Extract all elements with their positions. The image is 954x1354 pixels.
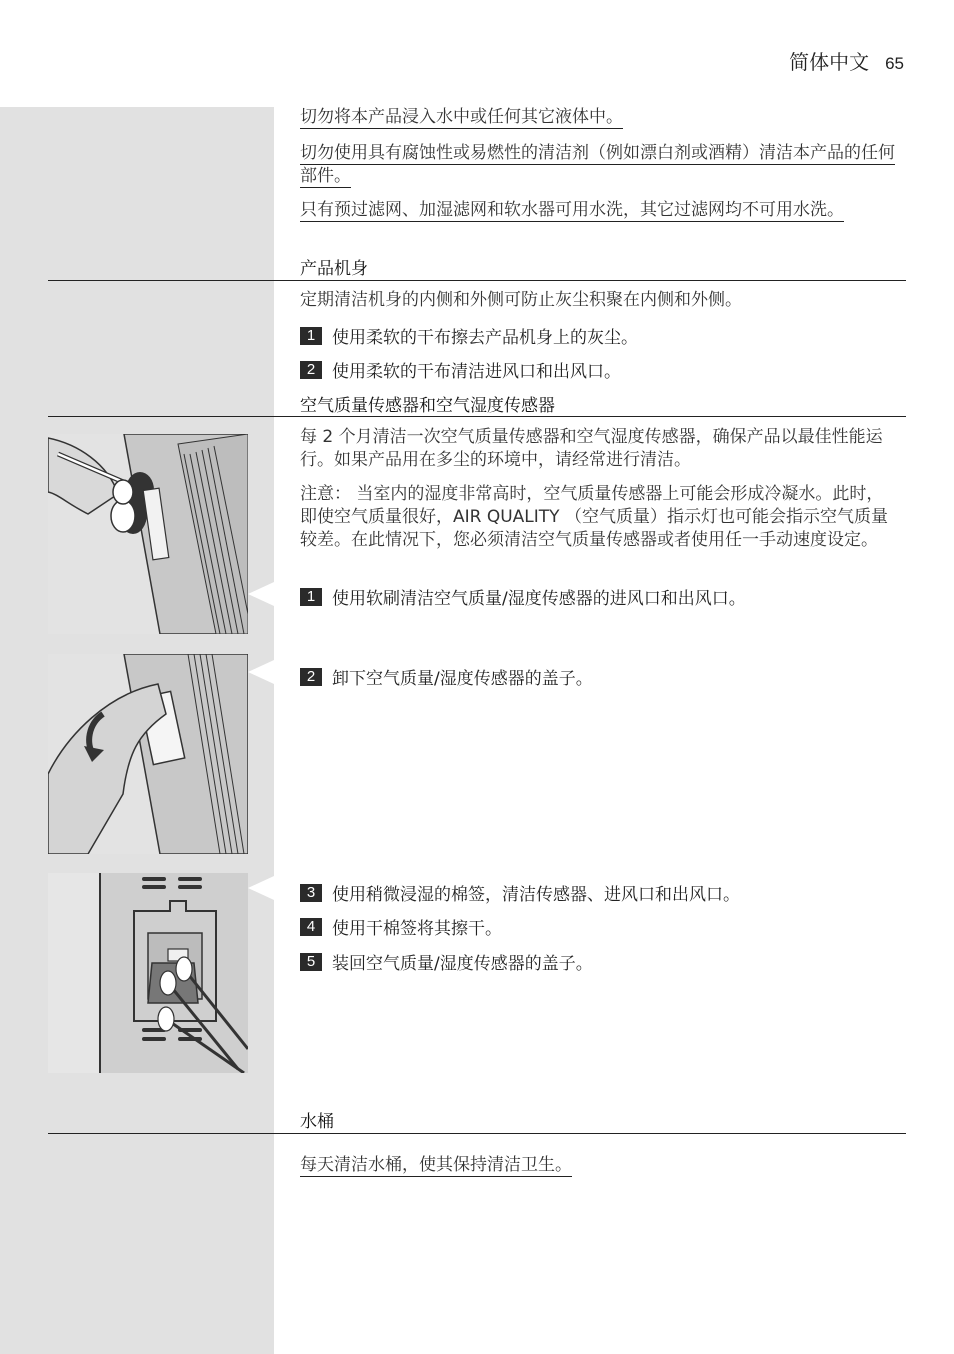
section-title-body: 产品机身: [300, 259, 368, 279]
step-number: 4: [300, 918, 322, 936]
step-item: [300, 664, 593, 689]
step-item: [300, 914, 502, 939]
figure-pointer: [248, 582, 274, 606]
brush-cleaning-sensor-illustration: [48, 434, 248, 634]
warning-3: 只有预过滤网、加湿滤网和软水器可用水洗，其它过滤网均不可用水洗。: [300, 200, 844, 220]
step-number: 3: [300, 884, 322, 902]
step-number: 2: [300, 668, 322, 686]
step-text: 使用柔软的干布擦去产品机身上的灰尘。: [332, 328, 638, 348]
section-title-tank: 水桶: [300, 1112, 334, 1132]
body-intro: 定期清洁机身的内侧和外侧可防止灰尘积聚在内侧和外侧。: [300, 290, 742, 310]
step-text: 使用软刷清洁空气质量/湿度传感器的进风口和出风口。: [332, 589, 746, 609]
section-divider: [48, 280, 906, 281]
figure-pointer: [248, 876, 274, 900]
step-item: [300, 357, 621, 382]
cotton-swab-cleaning-illustration: [48, 873, 248, 1073]
page-number: 65: [885, 54, 904, 73]
section-divider: [48, 1133, 906, 1134]
step-text: 使用柔软的干布清洁进风口和出风口。: [332, 362, 621, 382]
sensor-note: 注意： 当室内的湿度非常高时，空气质量传感器上可能会形成冷凝水。此时，即使空气质量很好，AIR QUALITY （空气质量）指示灯也可能会指示空气质量较差。在此情况下，您必须清洁空气质量传感器或者使用任一手动速度设定。: [300, 484, 888, 550]
step-item: [300, 584, 746, 609]
step-number: 2: [300, 361, 322, 379]
sensor-intro: 每 2 个月清洁一次空气质量传感器和空气湿度传感器，确保产品以最佳性能运行。如果产品用在多尘的环境中，请经常进行清洁。: [300, 427, 883, 470]
step-number: 1: [300, 588, 322, 606]
figure-pointer: [248, 660, 274, 684]
section-title-sensor: 空气质量传感器和空气湿度传感器: [300, 396, 555, 416]
warning-2: 切勿使用具有腐蚀性或易燃性的清洁剂（例如漂白剂或酒精）清洁本产品的任何部件。: [300, 143, 895, 186]
step-text: 使用干棉签将其擦干。: [332, 919, 502, 939]
language-label: 简体中文: [789, 50, 870, 74]
step-number: 5: [300, 953, 322, 971]
warning-1: 切勿将本产品浸入水中或任何其它液体中。: [300, 107, 623, 127]
step-text: 使用稍微浸湿的棉签，清洁传感器、进风口和出风口。: [332, 885, 740, 905]
remove-sensor-cover-illustration: [48, 654, 248, 854]
step-item: [300, 880, 740, 905]
step-number: 1: [300, 327, 322, 345]
step-item: [300, 949, 593, 974]
step-item: [300, 323, 638, 348]
section-divider: [48, 416, 906, 417]
page-header: [789, 46, 904, 75]
step-text: 卸下空气质量/湿度传感器的盖子。: [332, 669, 593, 689]
step-text: 装回空气质量/湿度传感器的盖子。: [332, 954, 593, 974]
tank-warning: 每天清洁水桶，使其保持清洁卫生。: [300, 1155, 572, 1175]
